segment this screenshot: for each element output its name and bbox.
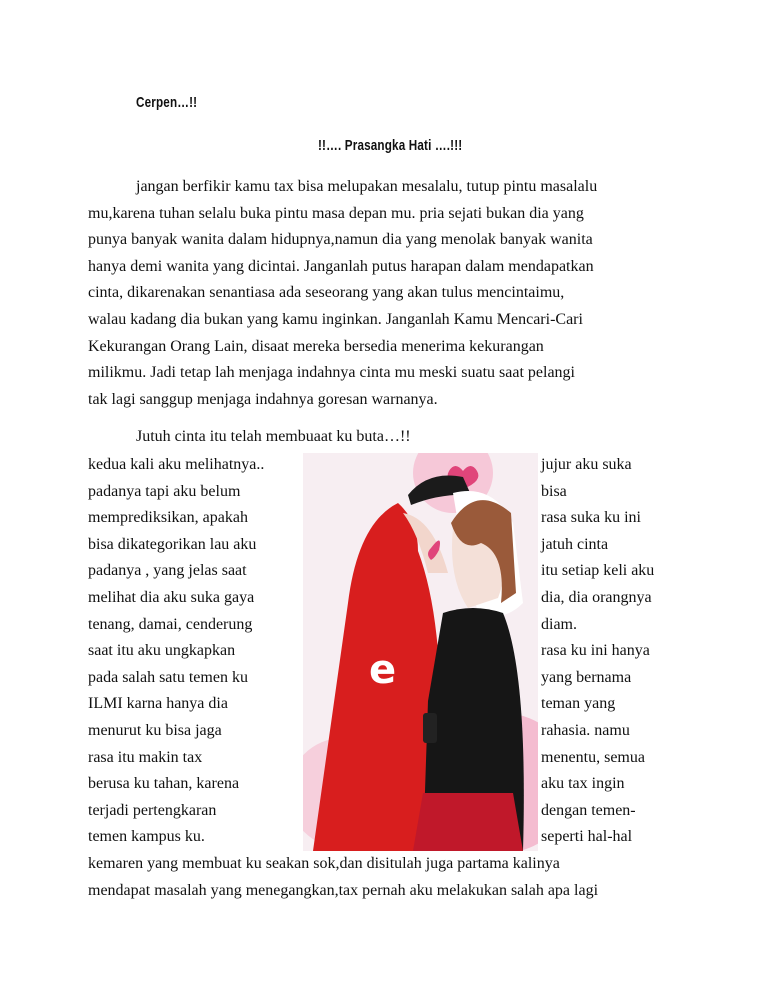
paragraph-line: walau kadang dia bukan yang kamu inginkan. Janganlah Kamu Mencari-Cari [88,311,583,328]
left-column-line: melihat dia aku suka gaya [88,589,255,606]
paragraph-line: mu,karena tuhan selalu buka pintu masa depan mu. pria sejati bukan dia yang [88,204,584,222]
right-column-line: diam. [541,615,577,633]
right-column-line: menentu, semua [541,748,645,766]
left-column-line: padanya , yang jelas saat [88,562,247,580]
right-column-line: dia, dia orangnya [541,589,652,606]
paragraph-line: kemaren yang membuat ku seakan sok,dan disitulah juga partama kalinya [88,855,560,872]
left-column-line: tenang, damai, cenderung [88,615,253,633]
left-column-line: saat itu aku ungkapkan [88,642,236,660]
right-column-line: jujur aku suka [541,456,632,473]
right-column-line: yang bernama [541,668,632,686]
svg-text:e: e [369,647,397,693]
paragraph-line: milikmu. Jadi tetap lah menjaga indahnya cinta mu meski suatu saat pelangi [88,364,575,382]
left-column-line: rasa itu makin tax [88,748,203,766]
paragraph-line: punya banyak wanita dalam hidupnya,namun dia yang menolak banyak wanita [88,231,593,249]
right-column-line: itu setiap keli aku [541,562,655,580]
left-column-line: ILMI karna hanya dia [88,695,228,713]
right-column-line: aku tax ingin [541,775,625,793]
right-column-line: rasa suka ku ini [541,509,641,527]
left-column-line: kedua kali aku melihatnya.. [88,456,265,473]
paragraph-line: hanya demi wanita yang dicintai. Janganlah putus harapan dalam mendapatkan [88,257,594,275]
left-column-line: temen kampus ku. [88,828,205,846]
right-column-line: jatuh cinta [541,535,609,553]
left-column-line: menurut ku bisa jaga [88,722,222,739]
right-column-line: bisa [541,482,567,500]
story-label: Cerpen…!! [136,94,198,111]
paragraph-line: jangan berfikir kamu tax bisa melupakan mesalalu, tutup pintu masalalu [136,178,598,195]
right-column-line: rasa ku ini hanya [541,642,650,660]
paragraph-line: Jutuh cinta itu telah membuaat ku buta…!! [136,428,411,445]
paragraph-line: mendapat masalah yang menegangkan,tax pernah aku melakukan salah apa lagi [88,881,599,899]
couple-illustration [303,453,538,851]
right-column-line: dengan temen- [541,801,636,819]
paragraph-line: cinta, dikarenakan senantiasa ada seseorang yang akan tulus mencintaimu, [88,284,565,302]
left-column-line: padanya tapi aku belum [88,482,241,500]
left-column-line: pada salah satu temen ku [88,668,248,686]
story-title: !!…. Prasangka Hati ….!!! [318,137,463,154]
left-column-line: memprediksikan, apakah [88,509,248,527]
right-column-line: teman yang [541,695,616,713]
left-column-line: bisa dikategorikan lau aku [88,535,257,553]
left-column-line: terjadi pertengkaran [88,801,217,819]
right-column-line: rahasia. namu [541,722,630,739]
paragraph-line: Kekurangan Orang Lain, disaat mereka bersedia menerima kekurangan [88,337,544,355]
left-column-line: berusa ku tahan, karena [88,775,240,793]
paragraph-line: tak lagi sanggup menjaga indahnya goresan warnanya. [88,390,438,408]
right-column-line: seperti hal-hal [541,828,633,846]
